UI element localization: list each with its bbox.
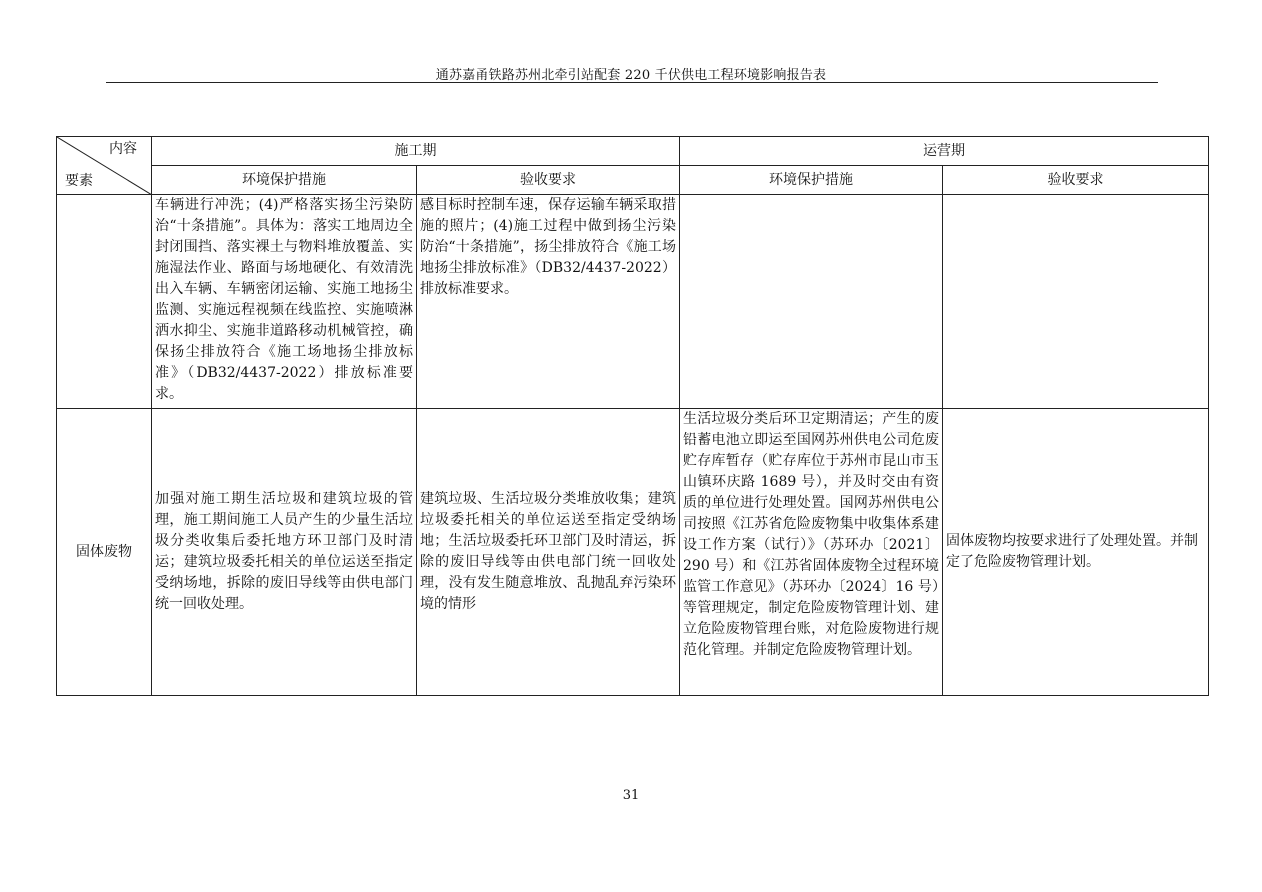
corner-label-element: 要素 [65, 173, 93, 189]
table-row [57, 409, 1209, 696]
corner-label-content: 内容 [109, 141, 137, 157]
table-header-row-columns [57, 166, 1209, 195]
column-header-operation-measures: 环境保护措施 [680, 166, 943, 195]
period-construction-header: 施工期 [152, 137, 680, 166]
row-construction-measures: 车辆进行冲洗；(4)严格落实扬尘污染防治“十条措施”。具体为：落实工地周边全封闭围挡、落实裸土与物料堆放覆盖、实施湿法作业、路面与场地硬化、有效清洗出入车辆、车辆密闭运输、实施工地扬尘监测、实施远程视频在线监控、实施喷淋洒水抑尘、实施非道路移动机械管控，确保扬尘排放符合《施工场地扬尘排放标准》（DB32/4437-2022）排放标准要求。 [152, 195, 417, 409]
page-number: 31 [622, 788, 640, 803]
header-divider [106, 82, 1158, 83]
table-row [57, 195, 1209, 409]
row-operation-measures: 生活垃圾分类后环卫定期清运；产生的废铅蓄电池立即运至国网苏州供电公司危废贮存库暂存（贮存库位于苏州市昆山市玉山镇环庆路 1689 号），并及时交由有资质的单位进行处理处置。国网苏州供电公司按照《江苏省危险废物集中收集体系建设工作方案（试行）》（苏环办〔2021〕290 号）和《江苏省固体废物全过程环境监管工作意见》（苏环办〔2024〕16 号）等管理规定，制定危险废物管理计划、建立危险废物管理台账，对危险废物进行规范化管理。并制定危险废物管理计划。 [680, 409, 943, 696]
row-element-cell: 固体废物 [57, 409, 152, 696]
column-header-construction-measures: 环境保护措施 [152, 166, 417, 195]
column-header-construction-acceptance: 验收要求 [417, 166, 680, 195]
environmental-measures-table [56, 136, 1209, 696]
row-operation-acceptance [943, 195, 1209, 409]
period-operation-header: 运营期 [680, 137, 1209, 166]
row-construction-acceptance: 建筑垃圾、生活垃圾分类堆放收集；建筑垃圾委托相关的单位运送至指定受纳场地；生活垃圾委托环卫部门及时清运，拆除的废旧导线等由供电部门统一回收处理，没有发生随意堆放、乱抛乱弃污染环境的情形 [417, 409, 680, 696]
row-construction-acceptance: 感目标时控制车速，保存运输车辆采取措施的照片；(4)施工过程中做到扬尘污染防治“十条措施”，扬尘排放符合《施工场地扬尘排放标准》（DB32/4437-2022）排放标准要求。 [417, 195, 680, 409]
table-header-row-periods [57, 137, 1209, 166]
row-operation-acceptance: 固体废物均按要求进行了处理处置。并制定了危险废物管理计划。 [943, 409, 1209, 696]
table-corner-cell [57, 137, 152, 195]
row-element-cell [57, 195, 152, 409]
column-header-operation-acceptance: 验收要求 [943, 166, 1209, 195]
row-construction-measures: 加强对施工期生活垃圾和建筑垃圾的管理，施工期间施工人员产生的少量生活垃圾分类收集后委托地方环卫部门及时清运；建筑垃圾委托相关的单位运送至指定受纳场地，拆除的废旧导线等由供电部门统一回收处理。 [152, 409, 417, 696]
report-header-title: 通苏嘉甬铁路苏州北牵引站配套 220 千伏供电工程环境影响报告表 [435, 68, 827, 83]
row-operation-measures [680, 195, 943, 409]
